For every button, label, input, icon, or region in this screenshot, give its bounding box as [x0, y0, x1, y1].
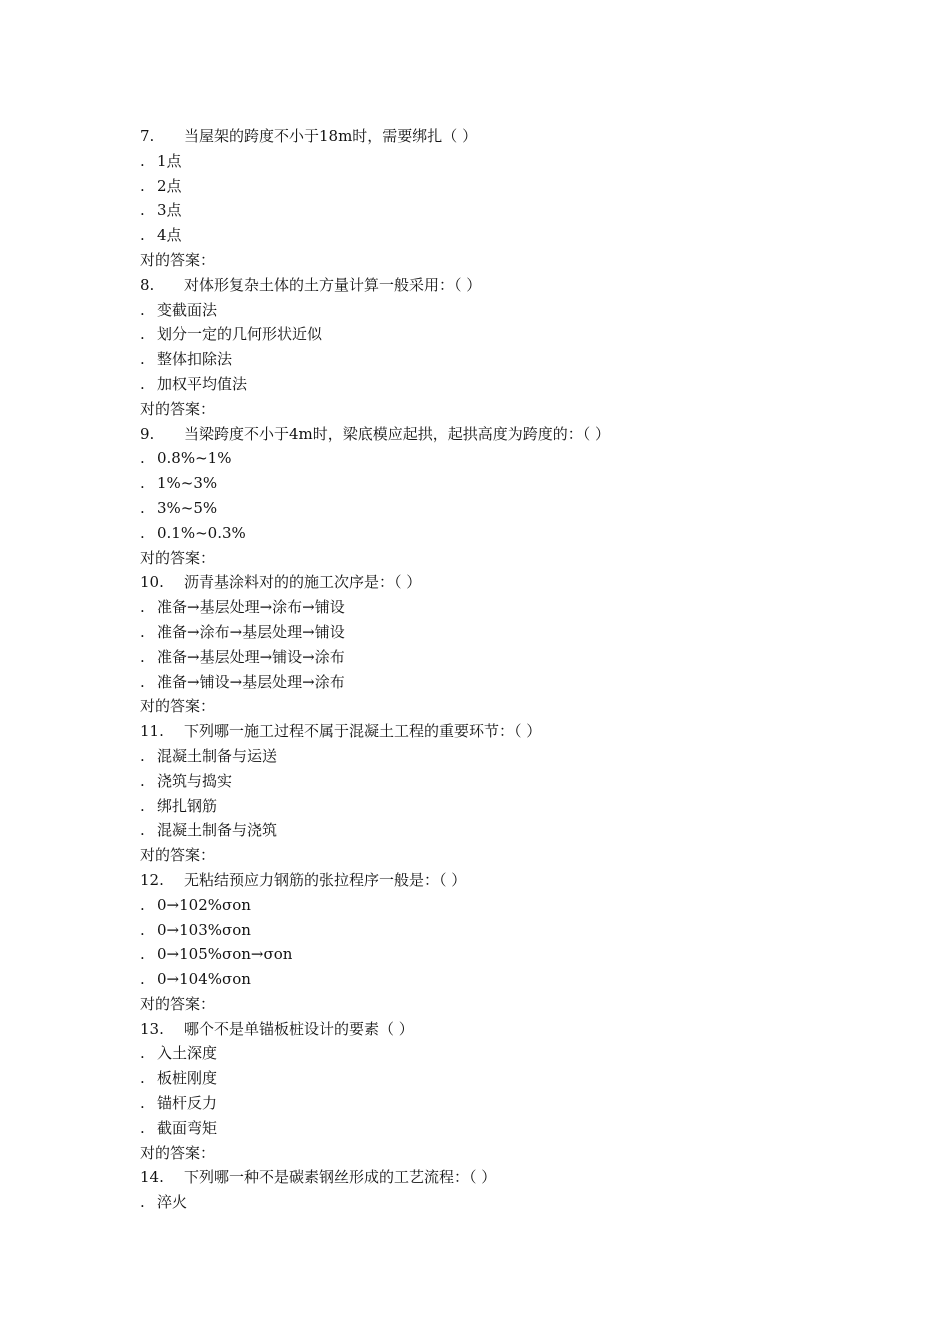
- option-text: 绑扎钢筋: [157, 796, 218, 815]
- option-text: 变截面法: [157, 300, 218, 319]
- question-text: 下列哪一种不是碳素钢丝形成的工艺流程：（ ）: [184, 1168, 497, 1187]
- option-text: 板桩刚度: [157, 1069, 218, 1088]
- question-number: 14.: [140, 1168, 164, 1187]
- option: . 混凝土制备与运送: [140, 746, 278, 765]
- question-number: 7.: [140, 127, 155, 145]
- question-number: 13.: [140, 1019, 164, 1038]
- option-text: 锚杆反力: [157, 1094, 218, 1113]
- answer-label: 对的答案：: [140, 697, 216, 716]
- option: . 加权平均值法: [140, 374, 248, 393]
- option: . 0→104%σon: [140, 970, 251, 989]
- option-text: 浇筑与捣实: [157, 771, 233, 790]
- option: . 准备→涂布→基层处理→铺设: [140, 622, 345, 641]
- option-text: 整体扣除法: [157, 350, 233, 369]
- option: . 3点: [140, 201, 182, 220]
- option-text: 准备→铺设→基层处理→涂布: [157, 672, 345, 691]
- option-text: 3点: [157, 201, 182, 220]
- option: . 入土深度: [140, 1044, 218, 1063]
- question-text: 当梁跨度不小于4m时，梁底模应起拱，起拱高度为跨度的：（ ）: [184, 424, 611, 443]
- question-number: 9.: [140, 424, 155, 443]
- question-13: [140, 1017, 840, 1042]
- option: . 整体扣除法: [140, 350, 233, 369]
- option: . 3%~5%: [140, 498, 218, 517]
- option-text: 1点: [157, 151, 182, 170]
- question-12: [140, 868, 840, 893]
- question-number: 8.: [140, 275, 155, 294]
- option: . 绑扎钢筋: [140, 796, 218, 815]
- option-text: 准备→基层处理→铺设→涂布: [157, 647, 345, 666]
- question-number: 12.: [140, 870, 164, 889]
- answer-label: 对的答案：: [140, 846, 216, 865]
- option-text: 0→102%σon: [157, 895, 251, 914]
- option: . 4点: [140, 226, 182, 245]
- option: . 淬火: [140, 1193, 188, 1212]
- option-text: 1%~3%: [157, 474, 218, 493]
- option: . 1点: [140, 151, 182, 170]
- option-text: 4点: [157, 226, 182, 245]
- option: . 变截面法: [140, 300, 218, 319]
- option: . 准备→基层处理→铺设→涂布: [140, 647, 345, 666]
- option: . 2点: [140, 176, 182, 195]
- option: . 截面弯矩: [140, 1118, 218, 1137]
- answer-label: 对的答案：: [140, 1143, 216, 1162]
- option-text: 0.8%~1%: [157, 449, 232, 468]
- option: . 锚杆反力: [140, 1094, 218, 1113]
- option-text: 混凝土制备与运送: [157, 746, 278, 765]
- option-text: 2点: [157, 176, 182, 195]
- option: . 准备→基层处理→涂布→铺设: [140, 598, 345, 617]
- option-text: 加权平均值法: [157, 374, 248, 393]
- option: . 0→103%σon: [140, 920, 251, 939]
- question-number: 10.: [140, 573, 164, 592]
- question-text: 对体形复杂土体的土方量计算一般采用：（ ）: [184, 275, 482, 294]
- option: . 浇筑与捣实: [140, 771, 233, 790]
- question-number: 11.: [140, 722, 164, 741]
- option: . 0→102%σon: [140, 895, 251, 914]
- option-text: 划分一定的几何形状近似: [157, 325, 323, 344]
- option-text: 0→103%σon: [157, 920, 251, 939]
- question-10: [140, 570, 840, 595]
- option-text: 0→105%σon→σon: [157, 945, 293, 964]
- option-text: 0→104%σon: [157, 970, 251, 989]
- option: . 0.1%~0.3%: [140, 523, 246, 542]
- question-9: [140, 422, 840, 447]
- question-text: 当屋架的跨度不小于18m时，需要绑扎（ ）: [184, 127, 478, 145]
- question-text: 下列哪一施工过程不属于混凝土工程的重要环节：（ ）: [184, 722, 542, 741]
- question-11: [140, 719, 840, 744]
- answer-label: 对的答案：: [140, 548, 216, 567]
- question-text: 沥青基涂料对的的施工次序是：（ ）: [184, 573, 422, 592]
- question-text: 哪个不是单锚板桩设计的要素（ ）: [184, 1019, 414, 1038]
- question-text: 无粘结预应力钢筋的张拉程序一般是：（ ）: [184, 870, 467, 889]
- option-text: 0.1%~0.3%: [157, 523, 246, 542]
- option-text: 准备→涂布→基层处理→铺设: [157, 622, 345, 641]
- option: . 0.8%~1%: [140, 449, 232, 468]
- option: . 0→105%σon→σon: [140, 945, 293, 964]
- answer-label: 对的答案：: [140, 250, 216, 269]
- answer-label: 对的答案：: [140, 399, 216, 418]
- option-text: 准备→基层处理→涂布→铺设: [157, 598, 345, 617]
- option: . 板桩刚度: [140, 1069, 218, 1088]
- option: . 1%~3%: [140, 474, 218, 493]
- question-8: [140, 273, 840, 298]
- option: . 划分一定的几何形状近似: [140, 325, 323, 344]
- question-14: [140, 1165, 840, 1190]
- answer-label: 对的答案：: [140, 994, 216, 1013]
- option-text: 3%~5%: [157, 498, 218, 517]
- option: . 混凝土制备与浇筑: [140, 821, 278, 840]
- option-text: 混凝土制备与浇筑: [157, 821, 278, 840]
- question-7: [140, 124, 840, 149]
- option: . 准备→铺设→基层处理→涂布: [140, 672, 345, 691]
- option-text: 淬火: [157, 1193, 188, 1212]
- option-text: 截面弯矩: [157, 1118, 218, 1137]
- option-text: 入土深度: [157, 1044, 218, 1063]
- question-list: [140, 124, 840, 1215]
